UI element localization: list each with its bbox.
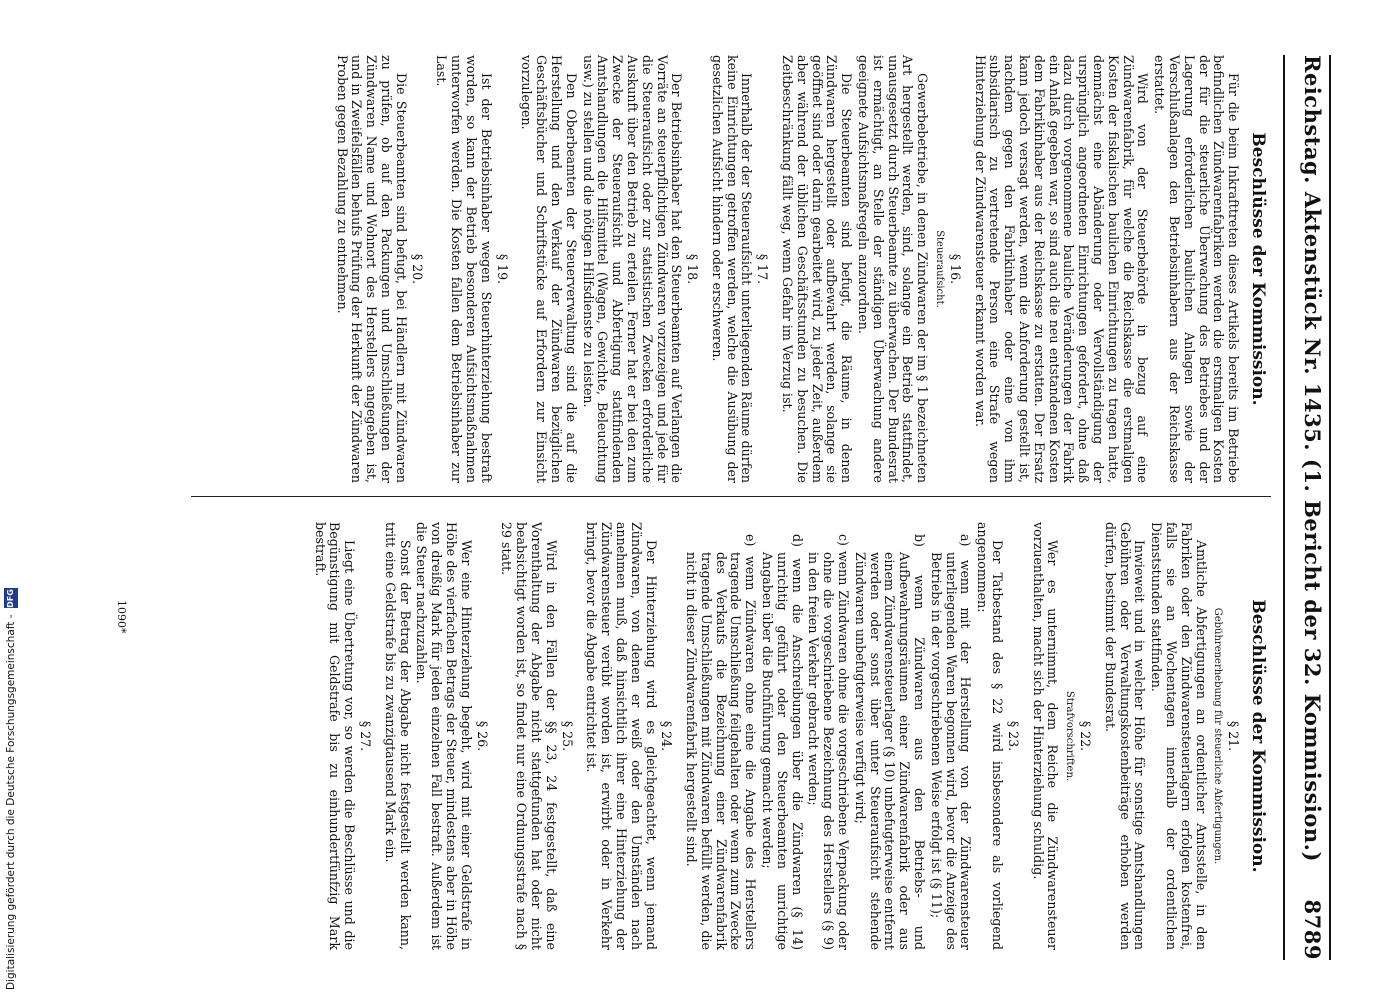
section-heading: § 24. <box>659 720 675 752</box>
section-heading: § 23. <box>1005 720 1021 752</box>
paragraph: Die Steuerbeamten sind befugt, bei Händlern mit Zündwaren zu prüfen, ob auf den Packungen und Umschließungen der Zündwaren Name und Wohnort des Herstellers angegeben ist, und in Zweifelsfällen behufs Prüfung der Herkunft der Zündwaren Proben gegen Bezahlung zu entnehmen. <box>334 55 409 483</box>
paragraph: Wer eine Hinterziehung begeht, wird mit einer Geldstrafe in Höhe des vierfachen Betrags der Steuer, mindestens aber in Höhe von dreißig Mark für jeden einzelnen Fall bestraft. Außerdem ist die Steuer nachzuzahlen. <box>414 522 474 950</box>
column-divider <box>191 496 1271 497</box>
section-heading: § 19. <box>494 253 510 285</box>
dfg-logo: DFG <box>4 588 18 608</box>
section-heading: § 18. <box>685 253 701 285</box>
paragraph: Gewerbebetriebe, in denen Zündwaren der im § 1 bezeichneten Art hergestellt werden, sind, solange ein Betrieb stattfindet, unausgesetzt durch Steuerbeamte zu überwachen. Der Bundesrat ist ermächtigt, an Stelle der ständigen Überwachung andere geeignete Aufsichtsmaßregeln anzuordnen. <box>856 55 931 483</box>
paragraph: Wird von der Steuerbehörde in bezug auf eine Zündwarenfabrik, für welche die Reichskasse die erstmaligen Kosten der fiskalischen baulichen Einrichtungen zu tragen hatte, demnächst eine Abänderung oder Vervollständigung der ursprünglich angeordneten Einrichtungen gefordert, ohne daß dazu durch vorgenommene bauliche Veränderungen der Fabrik ein Anlaß gegeben war, so sind auch die neu entstandenen Kosten dem Fabrikinhaber aus der Reichskasse zu erstatten. Der Ersatz kann jedoch versagt werden, wenn die Anforderung gestellt ist, nachdem gegen den Fabrikinhaber oder eine von ihm subsidiarisch zu vertretende Person eine Strafe wegen Hinterziehung der Zündwarensteuer erkannt worden war. <box>972 55 1151 483</box>
list-item: e) wenn Zündwaren ohne eine die Angabe des Herstellers tragende Umschließung feilgehalten oder wenn zum Zwecke des Verkaufs die Bezeichnung einer Zündwarenfabrik tragende Umschließungen mit Zündwaren befüllt werden, die nicht in dieser Zündwarenfabrik hergestellt sind. <box>684 534 759 950</box>
right-column-title: Beschlüsse der Kommission. <box>1248 599 1268 873</box>
credit-text: Digitalisierung gefördert durch die Deutsche Forschungsgemeinschaft - <box>5 614 17 990</box>
left-column-title: Beschlüsse der Kommission. <box>1248 132 1268 406</box>
section-heading: § 21. <box>1226 720 1242 752</box>
list-item: a) wenn mit der Herstellung von der Zündwarensteuer unterliegenden Waren begonnen wird, bevor die Anzeige des Betriebs in der vorgeschriebenen Weise erfolgt ist (§ 11); <box>928 534 974 950</box>
section-heading: § 27. <box>357 720 373 752</box>
header-page-number: 8789 <box>1300 899 1325 960</box>
section-heading: § 20. <box>409 253 425 285</box>
paragraph: Der Tatbestand des § 22 wird insbesondere als vorliegend angenommen: <box>975 522 1006 950</box>
paragraph: Liegt eine Übertretung vor, so werden die Beschlüsse und die Begünstigung mit Geldstrafe bis zu einhundertfünfzig Mark bestraft. <box>312 522 358 950</box>
paragraph: Der Hinterziehung wird es gleichgeachtet, wenn jemand Zündwaren, von denen er weiß oder den Umständen nach annehmen muß, daß hinsichtlich ihrer eine Hinterziehung der Zündwarensteuer verübt worden ist, erwirbt oder in Verkehr bringt, bevor die Abgabe entrichtet ist. <box>584 522 659 950</box>
paragraph: Der Betriebsinhaber hat den Steuerbeamten auf Verlangen die Vorräte an steuerpflichtigen Zündwaren vorzuzeigen und jede für die Steueraufsicht oder zur statistischen Zwecken erforderliche Auskunft über den Betrieb zu erteilen. Ferner hat er bei den zum Zwecke der Steueraufsicht und Abfertigung stattfindenden Amtshandlungen die Hilfsmittel (Wagen, Gewichte, Beleuchtung usw.) zu stellen und die nötigen Hilfsdienste zu leisten. <box>580 55 685 483</box>
list-item: b) wenn Zündwaren aus den Betriebs- und Aufbewahrungsräumen einer Zündwarenfabrik oder aus einem Zündwarensteuerlager (§ 10) unbefugterweise entfernt werden oder sonst über unter Steueraufsicht stehende Zündwaren unbefugterweise verfügt wird; <box>852 534 928 950</box>
paragraph: Ist der Betriebsinhaber wegen Steuerhinterziehung bestraft worden, so kann der Betrieb besonderen Aufsichtsmaßnahmen unterworfen werden. Die Kosten fallen dem Betriebsinhaber zur Last. <box>434 55 494 483</box>
section-subtitle: Gebührenerhebung für steuerliche Abfertigungen. <box>1212 607 1224 865</box>
paragraph: Inwieweit und in welcher Höhe für sonstige Amtshandlungen Gebühren oder Verwaltungskostenbeiträge erhoben werden dürfen, bestimmt der Bundesrat. <box>1102 522 1148 950</box>
paragraph: Für die beim Inkrafttreten dieses Artikels bereits im Betriebe befindlichen Zündwarenfabriken werden die erstmaligen Kosten der für die steuerliche Überwachung des Betriebes und der Lagerung erforderlichen baulichen Anlagen sowie der Verschlußanlagen den Betriebsinhabern aus der Reichskasse erstattet. <box>1152 55 1242 483</box>
section-subtitle: Strafvorschriften. <box>1064 690 1076 782</box>
header-rule-bottom <box>1283 55 1285 960</box>
list-item: d) wenn die Anschreibungen über die Zündwaren (§ 14) unrichtig geführt oder den Steuerbeamten unrichtige Angaben über die Buchführung gemacht werden; <box>760 534 805 950</box>
paragraph: Sonst der Betrag der Abgabe nicht festgestellt werden kann, tritt eine Geldstrafe bis zu zwanzigtausend Mark ein. <box>382 522 413 950</box>
section-heading: § 22. <box>1078 720 1094 752</box>
digitization-credit <box>0 0 22 1000</box>
footer-page-number: 1090* <box>115 600 128 634</box>
page-header <box>1287 55 1325 960</box>
section-heading: § 16. <box>947 253 963 285</box>
paragraph: Innerhalb der der Steueraufsicht unterliegenden Räume dürfen keine Einrichtungen getroffen werden, welche die Ausübung der gesetzlichen Aufsicht hindern oder erschweren. <box>709 55 755 483</box>
section-heading: § 25. <box>559 720 575 752</box>
paragraph: Wer es unternimmt, dem Reiche die Zündwarensteuer vorzuenthalten, macht sich der Hinterziehung schuldig. <box>1030 522 1061 950</box>
section-subtitle: Steueraufsicht. <box>934 230 946 308</box>
left-column <box>332 55 1271 483</box>
header-title: Reichstag. Aktenstück Nr. 1435. (1. Bericht der 32. Kommission.) <box>1300 55 1325 862</box>
paragraph: Wird in den Fällen der §§ 23, 24 festgestellt, daß eine Vorenthaltung der Abgabe nicht stattgefunden hat oder nicht beabsichtigt worden ist, so findet nur eine Ordnungsstrafe nach § 29 statt. <box>499 522 559 950</box>
paragraph: Amtliche Abfertigungen an ordentlicher Amtsstelle, in den Fabriken oder den Zündwarensteuerlagern erfolgen kostenfrei, falls sie an Wochentagen innerhalb der ordentlichen Dienststunden stattfinden. <box>1149 522 1209 950</box>
paragraph: Den Oberbeamten der Steuerverwaltung sind die auf die Herstellung und den Verkauf der Zündwaren bezüglichen Geschäftsbücher und Schriftstücke auf Erfordern zur Einsicht vorzulegen. <box>519 55 579 483</box>
right-column <box>310 522 1271 950</box>
left-column-body <box>334 55 1240 483</box>
paragraph: Die Steuerbeamten sind befugt, die Räume, in denen Zündwaren hergestellt oder aufbewahrt werden, solange sie geöffnet sind oder darin gearbeitet wird, zu jeder Zeit, außerdem aber während der üblichen Geschäftsstunden zu besuchen. Die Zeitbeschränkung fällt weg, wenn Gefahr im Verzug ist. <box>780 55 855 483</box>
list-item: c) wenn Zündwaren ohne die vorgeschriebene Verpackung oder ohne die vorgeschriebene Bezeichnung des Herstellers (§ 9) in den freien Verkehr gebracht werden; <box>806 534 852 950</box>
section-heading: § 26. <box>474 720 490 752</box>
section-heading: § 17. <box>755 253 771 285</box>
right-column-body <box>312 522 1240 950</box>
header-rule-top <box>1329 55 1331 960</box>
